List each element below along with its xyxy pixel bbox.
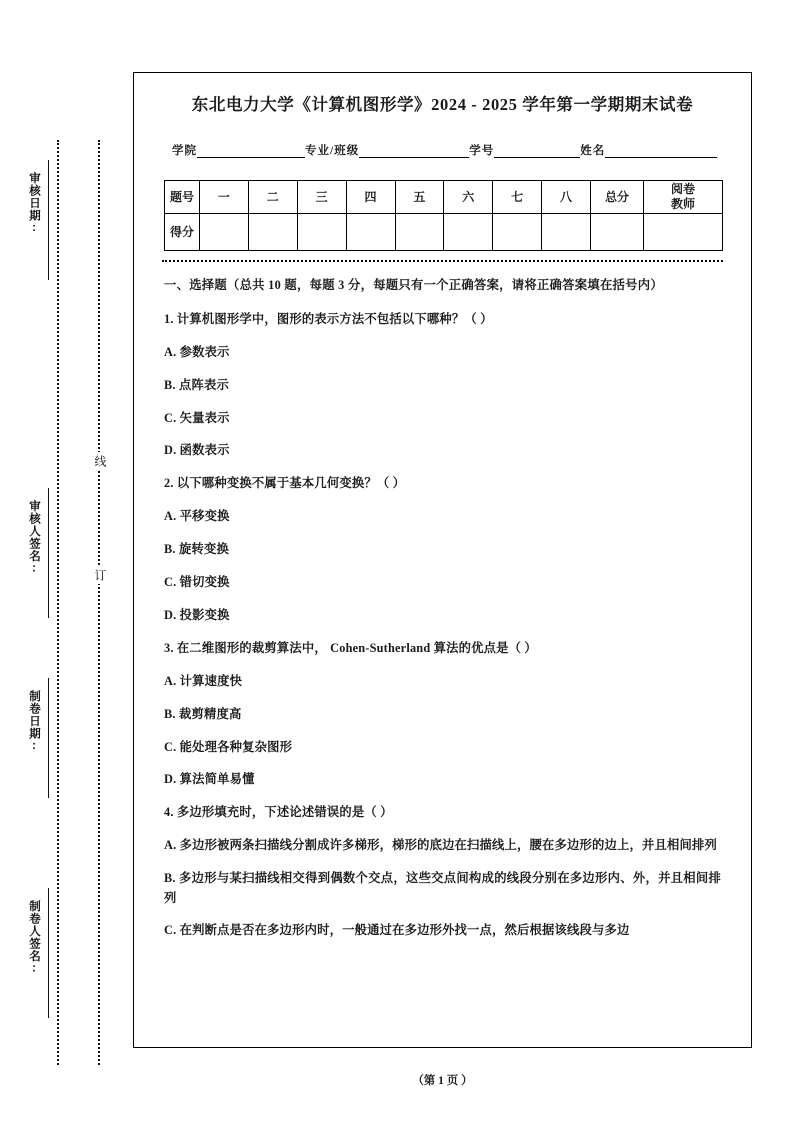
score-cell-7[interactable] <box>493 213 542 250</box>
question-2-option-a[interactable]: A. 平移变换 <box>164 509 230 524</box>
score-table <box>164 180 723 251</box>
col-header-4: 四 <box>346 180 395 213</box>
produce-date-rule <box>48 678 49 798</box>
question-4-option-b[interactable]: B. 多边形与某扫描线相交得到偶数个交点，这些交点间构成的线段分别在多边形内、外，并且相间排列 <box>164 870 721 905</box>
score-cell-total[interactable] <box>591 213 644 250</box>
section-heading-1: 一、选择题（总共 10 题，每题 3 分，每题只有一个正确答案，请将正确答案填在括号内） <box>164 277 663 292</box>
score-table-container <box>164 180 723 251</box>
col-header-3: 三 <box>297 180 346 213</box>
col-header-total: 总分 <box>591 180 644 213</box>
student-number-label: 学号 <box>469 144 495 157</box>
question-2-option-b[interactable]: B. 旋转变换 <box>164 542 229 557</box>
produce-date-label: 制卷日期: <box>28 690 40 753</box>
question-3-option-d[interactable]: D. 算法简单易懂 <box>164 772 255 787</box>
student-number-field[interactable] <box>469 142 580 158</box>
question-3-option-b[interactable]: B. 裁剪精度高 <box>164 706 242 721</box>
question-2-option-c[interactable]: C. 错切变换 <box>164 575 230 590</box>
inner-dotted-binding-line <box>98 140 100 1065</box>
score-cell-5[interactable] <box>395 213 444 250</box>
col-header-5: 五 <box>395 180 444 213</box>
question-3-option-a[interactable]: A. 计算速度快 <box>164 673 243 688</box>
col-header-1: 一 <box>200 180 249 213</box>
col-header-8: 八 <box>542 180 591 213</box>
score-cell-3[interactable] <box>297 213 346 250</box>
review-date-rule <box>48 160 49 280</box>
row-header-score <box>165 213 200 250</box>
row-header-question-number-text: 题号 <box>169 189 194 204</box>
student-name-label: 姓名 <box>580 144 606 157</box>
page-footer: （第 1 页 ） <box>412 1075 473 1087</box>
col-header-7: 七 <box>493 180 542 213</box>
dotted-separator <box>162 260 723 262</box>
question-2-text: 2. 以下哪种变换不属于基本几何变换？（ ） <box>164 476 406 491</box>
score-cell-6[interactable] <box>444 213 493 250</box>
question-3-text: 3. 在二维图形的裁剪算法中， Cohen-Sutherland 算法的优点是（ ） <box>164 640 537 655</box>
question-4-text: 4. 多边形填充时，下述论述错误的是（ ） <box>164 805 393 820</box>
grading-teacher-line2: 教师 <box>670 196 695 211</box>
class-input[interactable] <box>359 145 469 158</box>
score-cell-4[interactable] <box>346 213 395 250</box>
question-1-option-a[interactable]: A. 参数表示 <box>164 344 230 359</box>
col-header-2: 二 <box>248 180 297 213</box>
student-name-field[interactable] <box>580 142 717 158</box>
question-1-option-d[interactable]: D. 函数表示 <box>164 443 230 458</box>
question-3-option-c[interactable]: C. 能处理各种复杂图形 <box>164 739 293 754</box>
college-input[interactable] <box>197 145 305 158</box>
producer-signature-label: 制卷人签名: <box>28 900 40 976</box>
score-cell-8[interactable] <box>542 213 591 250</box>
grading-teacher-line1: 阅卷 <box>670 181 695 196</box>
question-1-text: 1. 计算机图形学中，图形的表示方法不包括以下哪种？（ ） <box>164 311 493 326</box>
question-2-option-d[interactable]: D. 投影变换 <box>164 607 230 622</box>
col-header-6: 六 <box>444 180 493 213</box>
col-header-grading-teacher <box>644 180 723 213</box>
college-label: 学院 <box>172 144 197 157</box>
outer-dotted-binding-line <box>57 140 59 1065</box>
exam-body <box>164 276 721 941</box>
question-4-option-a[interactable]: A. 多边形被两条扫描线分割成许多梯形，梯形的底边在扫描线上，腰在多边形的边上，并且相间排列 <box>164 838 717 853</box>
score-cell-teacher[interactable] <box>644 213 723 250</box>
question-1-option-b[interactable]: B. 点阵表示 <box>164 377 229 392</box>
student-info-row <box>172 142 723 158</box>
reviewer-signature-rule <box>48 488 49 618</box>
college-field[interactable] <box>172 142 305 158</box>
left-binding-margin <box>0 0 133 1122</box>
page-title: 东北电力大学《计算机图形学》2024 - 2025 学年第一学期期末试卷 <box>191 95 694 114</box>
producer-signature-rule <box>48 888 49 1018</box>
review-date-label: 审核日期: <box>28 172 40 235</box>
row-header-score-text: 得分 <box>169 224 194 239</box>
score-cell-1[interactable] <box>200 213 249 250</box>
class-field[interactable] <box>305 142 469 158</box>
table-row-question-numbers <box>165 180 723 213</box>
row-header-question-number <box>165 180 200 213</box>
score-cell-2[interactable] <box>248 213 297 250</box>
student-number-input[interactable] <box>494 145 580 158</box>
seal-char-ding: 订 <box>92 566 109 584</box>
seal-char-xian: 线 <box>92 452 109 470</box>
class-label: 专业/班级 <box>305 144 360 157</box>
question-4-option-c[interactable]: C. 在判断点是否在多边形内时，一般通过在多边形外找一点，然后根据该线段与多边 <box>164 923 630 938</box>
table-row-scores <box>165 213 723 250</box>
exam-page-frame <box>133 72 752 1048</box>
reviewer-signature-label: 审核人签名: <box>28 500 40 576</box>
student-name-input[interactable] <box>605 145 717 158</box>
question-1-option-c[interactable]: C. 矢量表示 <box>164 410 230 425</box>
